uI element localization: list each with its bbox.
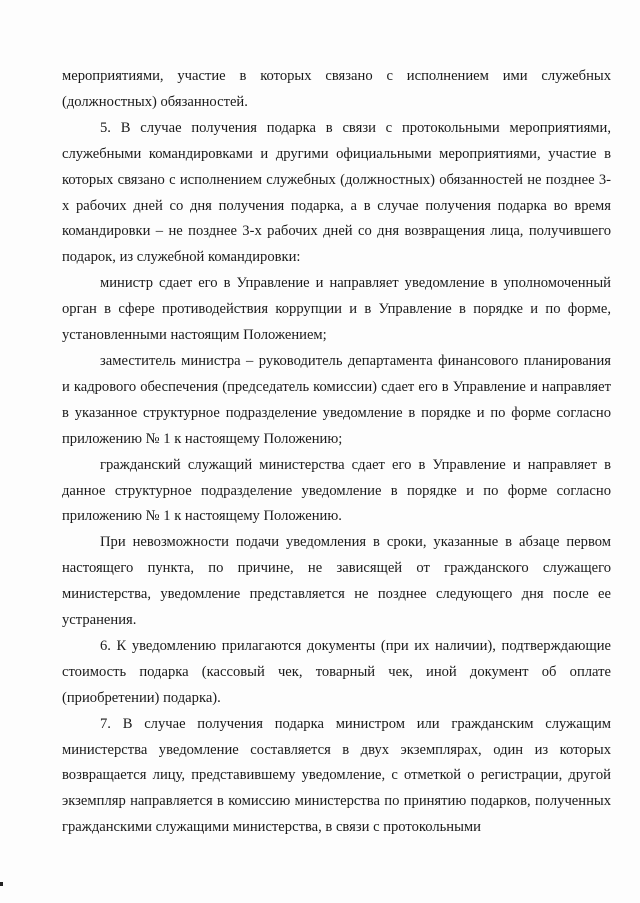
document-body [62,64,611,841]
scan-edge-mark [0,882,3,886]
paragraph-impossibility: При невозможности подачи уведомления в сроки, указанные в абзаце первом настоящего пункта, по причине, не зависящей от гражданского служащего министерства, уведомление представляется не позднее следующего дня после ее устранения. [62,534,611,629]
paragraph-continuation: мероприятиями, участие в которых связано с исполнением ими служебных (должностных) обязанностей. [62,68,611,110]
paragraph-civil-servant: гражданский служащий министерства сдает его в Управление и направляет в данное структурное подразделение уведомление в порядке и по форме согласно приложению № 1 к настоящему Положению. [62,456,611,525]
paragraph-minister: министр сдает его в Управление и направляет уведомление в уполномоченный орган в сфере противодействия коррупции и в Управление в порядке и по форме, установленными настоящим Положением; [62,275,611,344]
paragraph-deputy-minister: заместитель министра – руководитель департамента финансового планирования и кадрового обеспечения (председатель комиссии) сдает его в Управление и направляет в указанное структурное подразделение уведомление в порядке и по форме согласно приложению № 1 к настоящему Положению; [62,352,611,447]
paragraph-item-6: 6. К уведомлению прилагаются документы (при их наличии), подтверждающие стоимость подарка (кассовый чек, товарный чек, иной документ об оплате (приобретении) подарка). [62,637,611,706]
paragraph-item-7: 7. В случае получения подарка министром или гражданским служащим министерства уведомление составляется в двух экземплярах, один из которых возвращается лицу, представившему уведомление, с отметкой о регистрации, другой экземпляр направляется в комиссию министерства по принятию подарков, полученных гражданскими служащими министерства, в связи с протокольными [62,715,611,836]
paragraph-item-5: 5. В случае получения подарка в связи с протокольными мероприятиями, служебными командировками и другими официальными мероприятиями, участие в которых связано с исполнением служебных (должностных) обязанностей не позднее 3-х рабочих дней со дня получения подарка, а в случае получения подарка во время командировки – не позднее 3-х рабочих дней со дня возвращения лица, получившего подарок, из служебной командировки: [62,119,611,266]
